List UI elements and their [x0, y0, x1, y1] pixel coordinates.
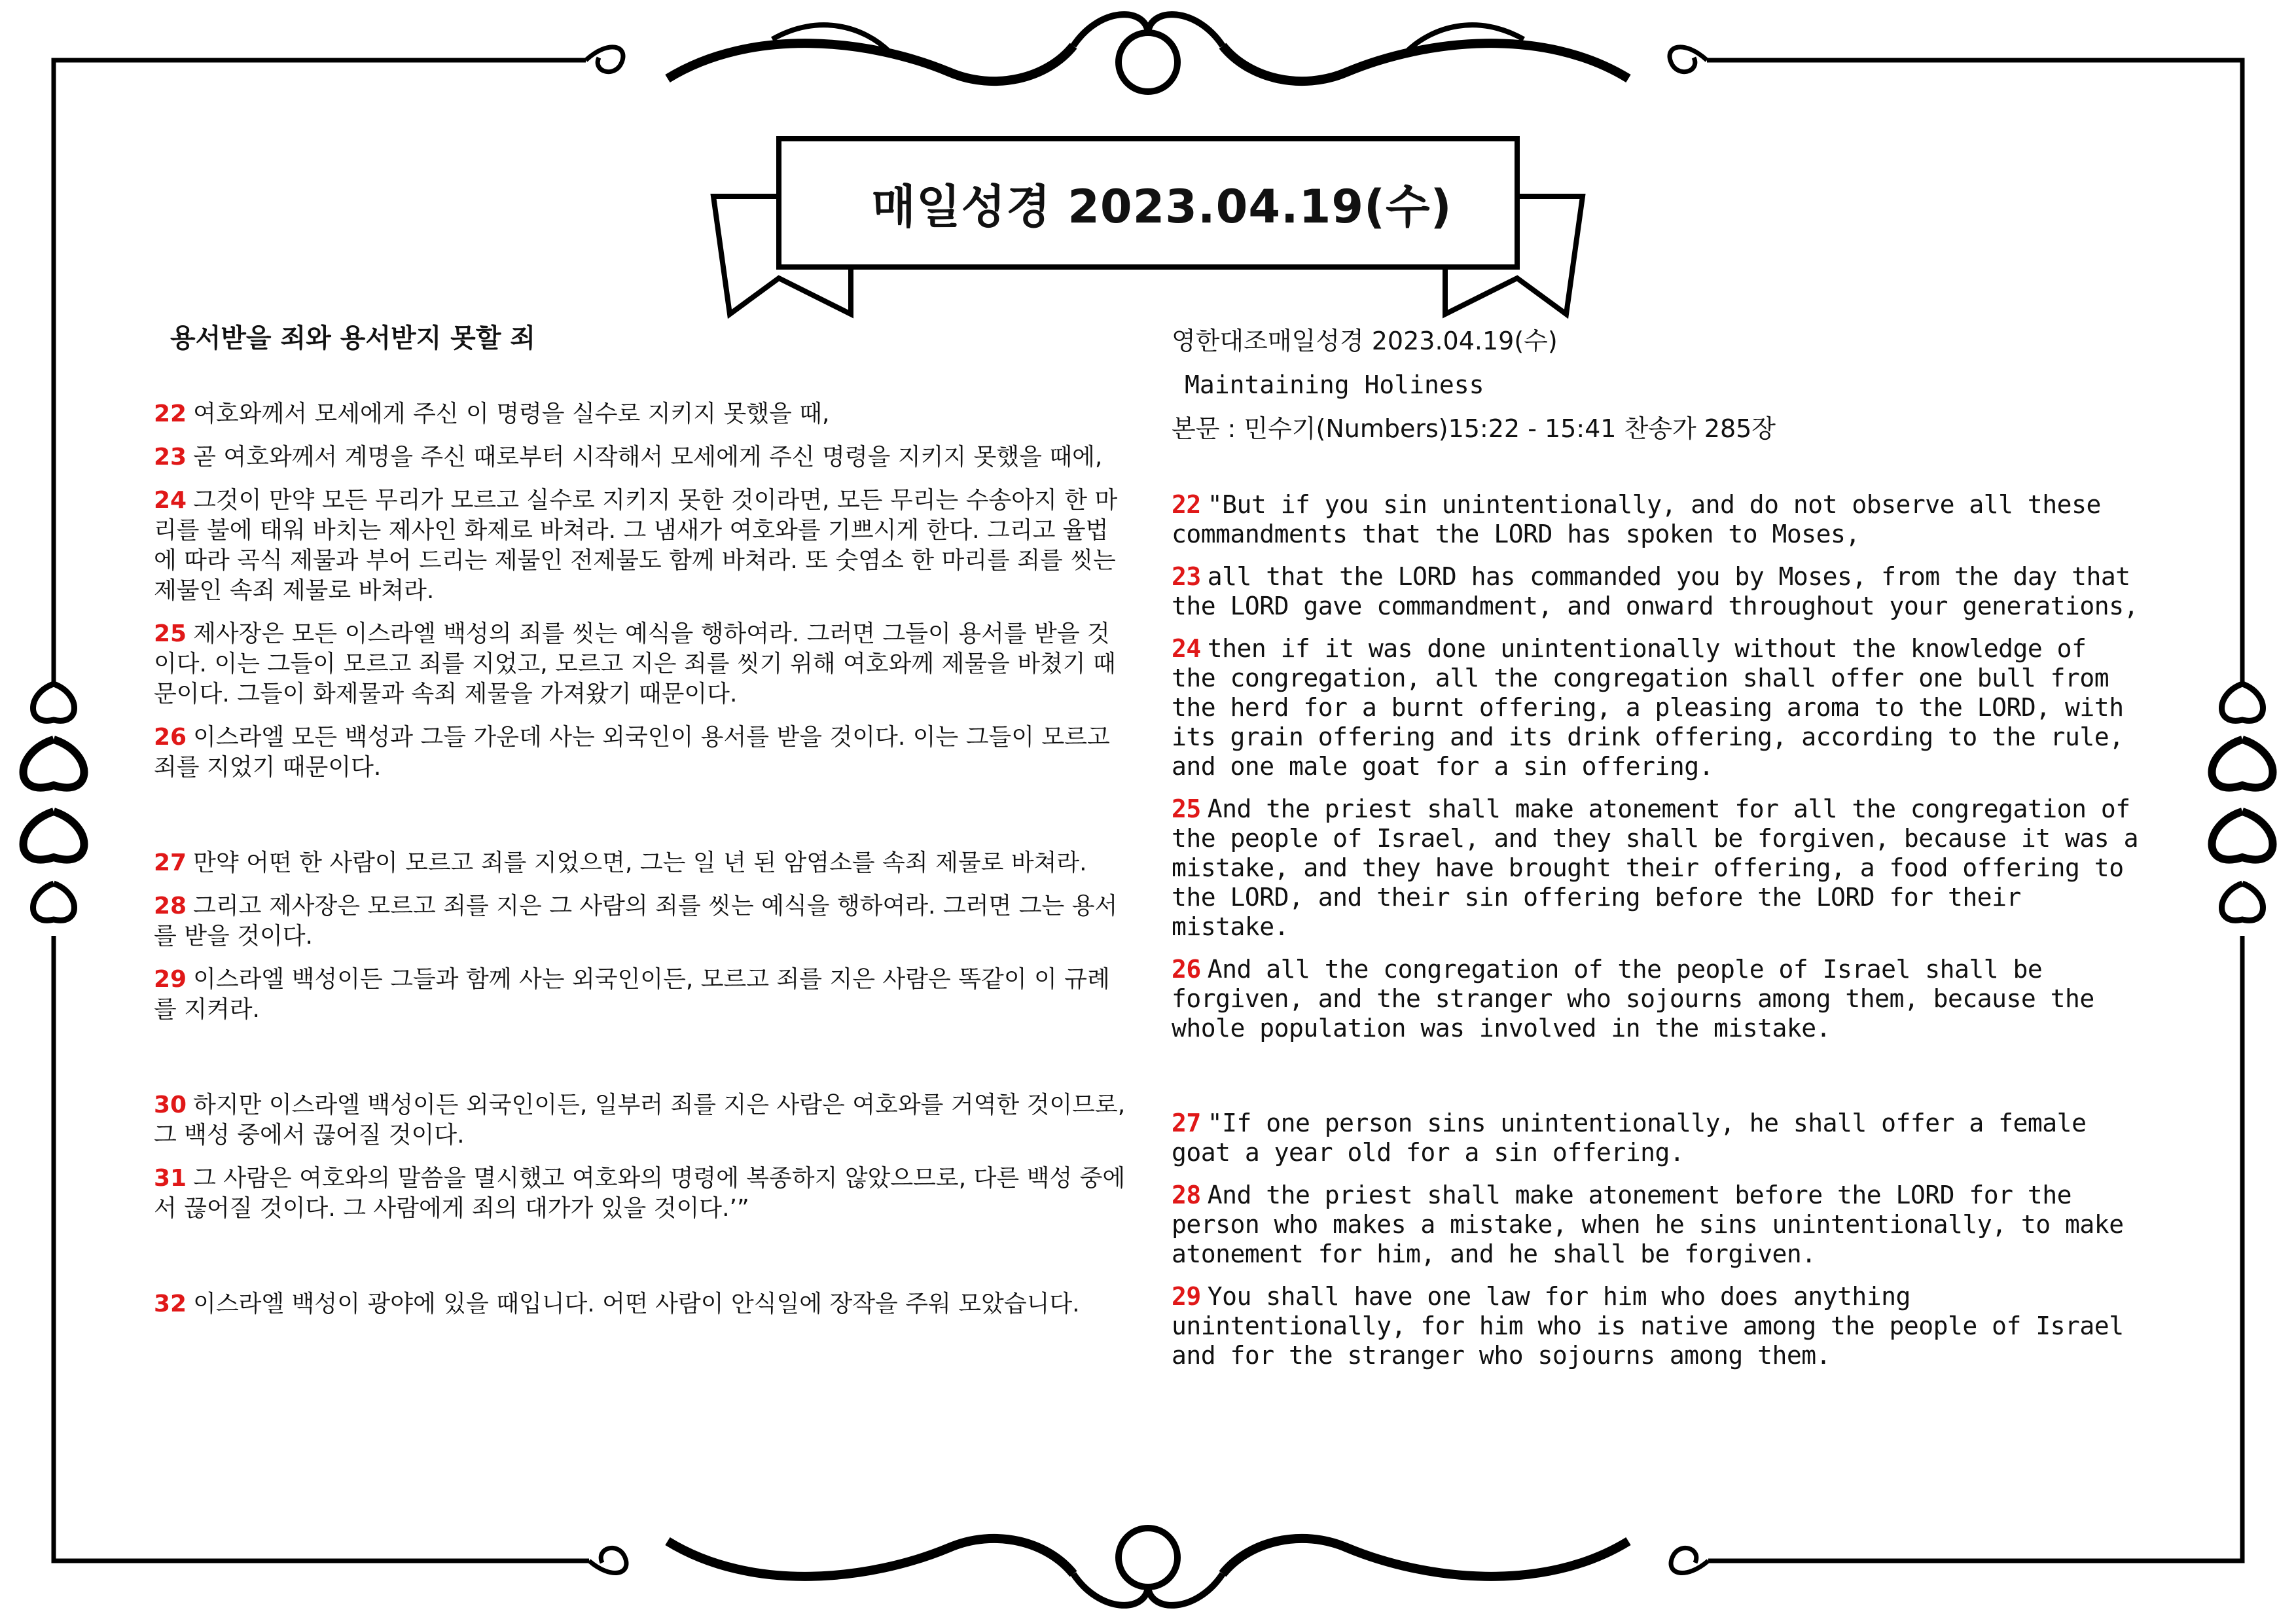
verse-number: 27: [1172, 1109, 1201, 1137]
verse-25: [1172, 794, 2140, 942]
verse-number: 22: [1172, 490, 1201, 519]
verse-number: 28: [154, 893, 187, 919]
verse-text: You shall have one law for him who does anything unintentionally, for him who is native among the people of Israel and for the stranger who sojourns among them.: [1172, 1282, 2124, 1370]
verse-number: 25: [1172, 794, 1201, 823]
verse-text: 곧 여호와께서 계명을 주신 때로부터 시작해서 모세에게 주신 명령을 지키지 못했을 때에,: [193, 444, 1103, 471]
verse-text: 제사장은 모든 이스라엘 백성의 죄를 씻는 예식을 행하여라. 그러면 그들이 용서를 받을 것이다. 이는 그들이 모르고 죄를 지었고, 모르고 지은 죄를 씻기 위해 여호와께 제물을 바쳤기 때문이다. 그들이 화제물과 속죄 제물을 가져왔기 때문이다.: [154, 620, 1116, 707]
verse-28: [154, 891, 1129, 952]
verse-number: 23: [1172, 562, 1201, 591]
verse-22: [154, 399, 1129, 429]
verse-number: 24: [1172, 634, 1201, 663]
verse-23: [154, 442, 1129, 473]
verse-27: [154, 848, 1129, 878]
verse-30: [154, 1090, 1129, 1150]
verse-number: 29: [1172, 1282, 1201, 1311]
verse-27: [1172, 1109, 2140, 1168]
korean-column: [154, 317, 1129, 1332]
verse-text: 이스라엘 모든 백성과 그들 가운데 사는 외국인이 용서를 받을 것이다. 이는 그들이 모르고 죄를 지었기 때문이다.: [154, 724, 1110, 781]
header-reference: 본문 : 민수기(Numbers)15:22 - 15:41 찬송가 285장: [1172, 414, 1776, 443]
verse-number: 26: [154, 724, 187, 751]
verse-31: [154, 1164, 1129, 1224]
verse-29: [154, 965, 1129, 1025]
verse-number: 22: [154, 401, 187, 427]
verse-number: 26: [1172, 955, 1201, 984]
verse-text: And the priest shall make atonement before the LORD for the person who makes a mistake, when he sins unintentionally, to make atonement for him, and he shall be forgiven.: [1172, 1181, 2124, 1268]
english-verse-list: [1172, 490, 2140, 1370]
header-subtitle: Maintaining Holiness: [1185, 370, 1484, 399]
section-heading: 용서받을 죄와 용서받지 못할 죄: [170, 323, 536, 353]
verse-text: And all the congregation of the people of Israel shall be forgiven, and the stranger who sojourns among them, because the whole population was involved in the mistake.: [1172, 955, 2094, 1043]
verse-text: then if it was done unintentionally without the knowledge of the congregation, all the congregation shall offer one bull from the herd for a burnt offering, a pleasing aroma to the LORD, with its grain offering and its drink offering, according to the rule, and one male goat for a sin offering.: [1172, 634, 2124, 781]
verse-number: 32: [154, 1291, 187, 1317]
verse-text: "If one person sins unintentionally, he shall offer a female goat a year old for a sin offering.: [1172, 1109, 2087, 1167]
verse-text: all that the LORD has commanded you by Moses, from the day that the LORD gave commandment, and onward throughout your generations,: [1172, 562, 2138, 620]
verse-text: 이스라엘 백성이 광야에 있을 때입니다. 어떤 사람이 안식일에 장작을 주워 모았습니다.: [193, 1291, 1080, 1317]
verse-number: 30: [154, 1092, 187, 1118]
verse-25: [154, 619, 1129, 709]
verse-number: 29: [154, 966, 187, 993]
verse-text: 그 사람은 여호와의 말씀을 멸시했고 여호와의 명령에 복종하지 않았으므로, 다른 백성 중에서 끊어질 것이다. 그 사람에게 죄의 대가가 있을 것이다.’”: [154, 1165, 1126, 1222]
verse-29: [1172, 1282, 2140, 1370]
verse-32: [154, 1289, 1129, 1319]
verse-text: "But if you sin unintentionally, and do not observe all these commandments that the LORD has spoken to Moses,: [1172, 490, 2101, 548]
verse-26: [154, 722, 1129, 783]
verse-number: 24: [154, 487, 187, 514]
korean-verse-list: [154, 399, 1129, 1319]
verse-number: 27: [154, 849, 187, 876]
verse-text: And the priest shall make atonement for all the congregation of the people of Israel, and they shall be forgiven, because it was a mistake, and they have brought their offering, a food offering to the LORD, and their sin offering before the LORD for their mistake.: [1172, 794, 2138, 941]
verse-text: 만약 어떤 한 사람이 모르고 죄를 지었으면, 그는 일 년 된 암염소를 속죄 제물로 바쳐라.: [193, 849, 1087, 876]
verse-text: 이스라엘 백성이든 그들과 함께 사는 외국인이든, 모르고 죄를 지은 사람은 똑같이 이 규례를 지켜라.: [154, 966, 1110, 1023]
verse-text: 하지만 이스라엘 백성이든 외국인이든, 일부러 죄를 지은 사람은 여호와를 거역한 것이므로, 그 백성 중에서 끊어질 것이다.: [154, 1092, 1126, 1149]
verse-number: 23: [154, 444, 187, 471]
verse-number: 31: [154, 1165, 187, 1192]
header-line-1: 영한대조매일성경 2023.04.19(수): [1172, 327, 1558, 355]
verse-24: [154, 486, 1129, 606]
verse-text: 그리고 제사장은 모르고 죄를 지은 그 사람의 죄를 씻는 예식을 행하여라. 그러면 그는 용서를 받을 것이다.: [154, 893, 1118, 950]
verse-24: [1172, 634, 2140, 781]
english-column: [1172, 319, 2140, 1383]
verse-number: 28: [1172, 1181, 1201, 1209]
banner-title: 매일성경 2023.04.19(수): [871, 179, 1452, 234]
verse-text: 그것이 만약 모든 무리가 모르고 실수로 지키지 못한 것이라면, 모든 무리는 수송아지 한 마리를 불에 태워 바치는 제사인 화제로 바쳐라. 그 냄새가 여호와를 기쁘시게 한다. 그리고 율법에 따라 곡식 제물과 부어 드리는 제물인 전제물도 함께 바쳐라. 또 숫염소 한 마리를 죄를 씻는 제물인 속죄 제물로 바쳐라.: [154, 487, 1118, 604]
verse-28: [1172, 1181, 2140, 1269]
verse-number: 25: [154, 620, 187, 647]
verse-22: [1172, 490, 2140, 549]
verse-26: [1172, 955, 2140, 1043]
verse-23: [1172, 562, 2140, 621]
verse-text: 여호와께서 모세에게 주신 이 명령을 실수로 지키지 못했을 때,: [193, 401, 830, 427]
